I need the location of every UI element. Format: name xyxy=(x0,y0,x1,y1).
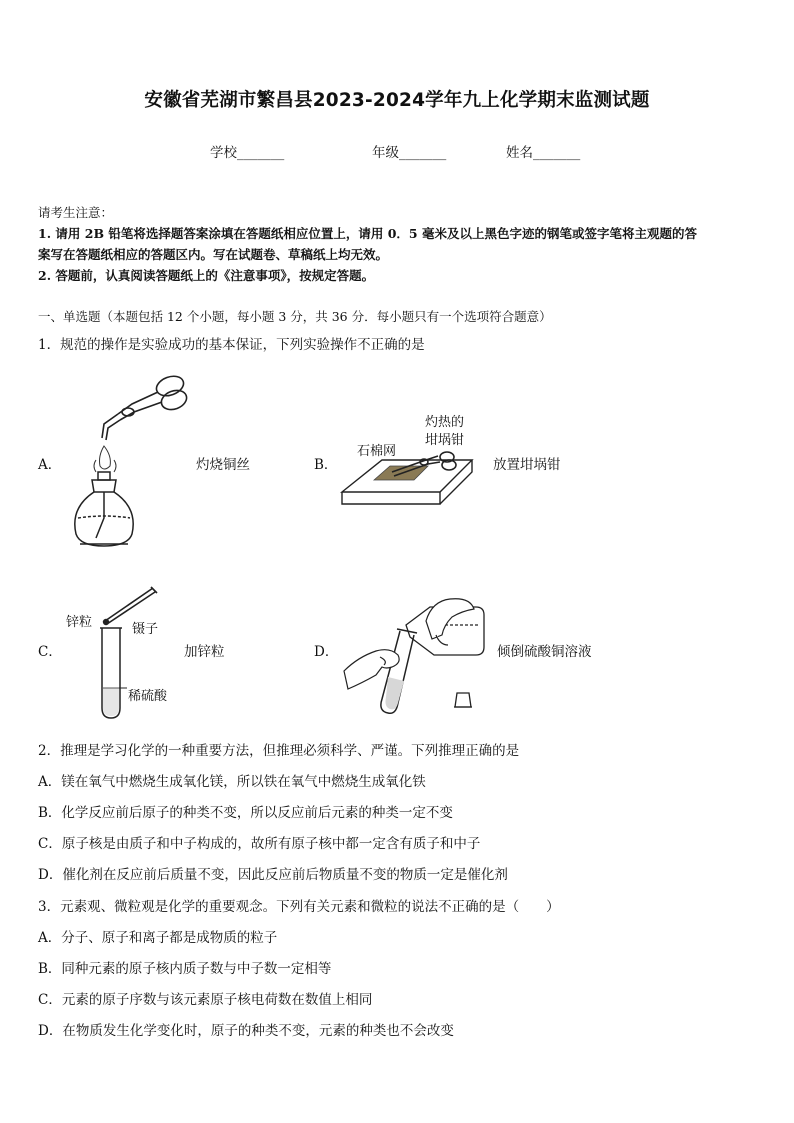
q3-option-a[interactable]: A．分子、原子和离子都是成物质的粒子 xyxy=(38,930,278,946)
notice-item-1-line-1: 1. 请用 2B 铅笔将选择题答案涂填在答题纸相应位置上，请用 0．5 毫米及以上黑色字迹的钢笔或签字笔将主观题的答 xyxy=(38,226,697,241)
stopper-icon xyxy=(454,693,472,707)
q1-option-d-letter[interactable]: D． xyxy=(314,644,339,660)
label-hot-tongs-line-2: 坩埚钳 xyxy=(425,433,465,448)
table-tongs-illustration xyxy=(330,450,490,520)
name-field[interactable]: 姓名_______ xyxy=(506,145,581,161)
section-heading: 一、单选题（本题包括 12 个小题，每小题 3 分，共 36 分．每小题只有一个选项符合题意） xyxy=(38,309,552,324)
flame-icon xyxy=(94,446,116,472)
q1-option-a-caption: 灼烧铜丝 xyxy=(196,457,250,473)
q2-option-d[interactable]: D．催化剂在反应前后质量不变，因此反应前后物质量不变的物质一定是催化剂 xyxy=(38,867,508,883)
page-title: 安徽省芜湖市繁昌县2023-2024学年九上化学期末监测试题 xyxy=(144,90,650,111)
school-field[interactable]: 学校_______ xyxy=(210,145,285,161)
question-3-stem: 3．元素观、微粒观是化学的重要观念。下列有关元素和微粒的说法不正确的是（ ） xyxy=(38,899,560,915)
label-dilute-sulfuric-acid: 稀硫酸 xyxy=(128,689,168,704)
q1-option-b-letter[interactable]: B． xyxy=(314,457,338,473)
zinc-granule-icon xyxy=(103,619,109,625)
label-tweezers: 镊子 xyxy=(132,622,159,637)
q1-option-a-letter[interactable]: A． xyxy=(38,457,62,473)
label-hot-tongs-line-1: 灼热的 xyxy=(425,415,465,430)
q1-option-d-caption: 倾倒硫酸铜溶液 xyxy=(497,644,592,660)
grade-field[interactable]: 年级_______ xyxy=(372,145,447,161)
pouring-solution-illustration xyxy=(340,595,490,720)
q1-option-c-letter[interactable]: C． xyxy=(38,644,62,660)
q3-option-c[interactable]: C．元素的原子序数与该元素原子核电荷数在数值上相同 xyxy=(38,992,373,1008)
q2-option-a[interactable]: A．镁在氧气中燃烧生成氧化镁，所以铁在氧气中燃烧生成氧化铁 xyxy=(38,774,426,790)
tweezers-icon xyxy=(105,587,157,624)
notice-item-2: 2. 答题前，认真阅读答题纸上的《注意事项》，按规定答题。 xyxy=(38,268,375,283)
q1-option-c-caption: 加锌粒 xyxy=(184,644,225,660)
alcohol-lamp-illustration xyxy=(70,368,190,558)
notice-item-1-line-2: 案写在答题纸相应的答题区内。写在试题卷、草稿纸上均无效。 xyxy=(38,247,389,262)
lamp-icon xyxy=(75,472,133,546)
q3-option-b[interactable]: B．同种元素的原子核内质子数与中子数一定相等 xyxy=(38,961,332,977)
question-2-stem: 2．推理是学习化学的一种重要方法，但推理必须科学、严谨。下列推理正确的是 xyxy=(38,743,520,759)
question-1-stem: 1．规范的操作是实验成功的基本保证，下列实验操作不正确的是 xyxy=(38,337,425,353)
q2-option-b[interactable]: B．化学反应前后原子的种类不变，所以反应前后元素的种类一定不变 xyxy=(38,805,453,821)
q2-option-c[interactable]: C．原子核是由质子和中子构成的，故所有原子核中都一定含有质子和中子 xyxy=(38,836,481,852)
label-asbestos-net: 石棉网 xyxy=(357,444,397,459)
q1-option-b-caption: 放置坩埚钳 xyxy=(493,457,561,473)
label-zinc-granule: 锌粒 xyxy=(66,615,93,630)
tongs-icon xyxy=(102,373,189,440)
q3-option-d[interactable]: D．在物质发生化学变化时，原子的种类不变，元素的种类也不会改变 xyxy=(38,1023,454,1039)
notice-heading: 请考生注意： xyxy=(38,205,114,220)
